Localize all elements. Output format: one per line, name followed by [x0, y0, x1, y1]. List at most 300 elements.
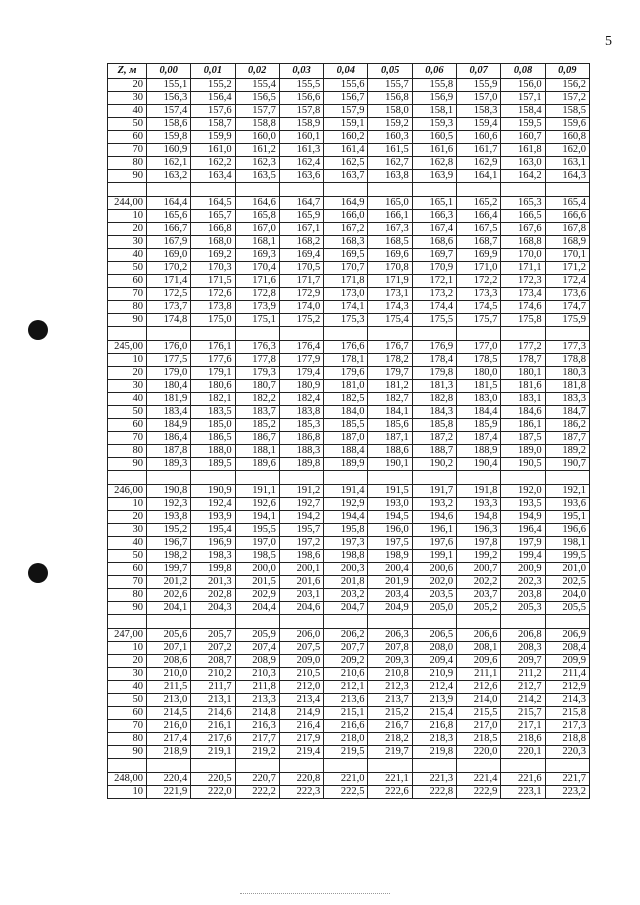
value-cell: 181,6: [501, 380, 545, 393]
value-cell: 173,3: [457, 288, 501, 301]
value-cell: 215,7: [501, 707, 545, 720]
value-cell: 207,2: [191, 642, 235, 655]
value-cell: 173,6: [545, 288, 589, 301]
value-cell: 195,2: [147, 524, 191, 537]
value-cell: 217,4: [147, 733, 191, 746]
value-cell: 214,9: [279, 707, 323, 720]
value-cell: 162,2: [191, 157, 235, 170]
z-cell: 80: [108, 733, 147, 746]
value-cell: 195,5: [235, 524, 279, 537]
value-cell: 198,9: [368, 550, 412, 563]
value-cell: 213,4: [279, 694, 323, 707]
value-cell: 193,3: [457, 498, 501, 511]
blank-cell: [191, 183, 235, 197]
value-cell: 198,3: [191, 550, 235, 563]
value-cell: 216,4: [279, 720, 323, 733]
blank-cell: [501, 327, 545, 341]
value-cell: 175,9: [545, 314, 589, 327]
value-cell: 201,3: [191, 576, 235, 589]
value-cell: 156,6: [279, 92, 323, 105]
value-cell: 204,9: [368, 602, 412, 615]
value-cell: 192,6: [235, 498, 279, 511]
value-cell: 174,3: [368, 301, 412, 314]
value-cell: 157,4: [147, 105, 191, 118]
value-cell: 209,2: [324, 655, 368, 668]
value-cell: 185,0: [191, 419, 235, 432]
value-cell: 182,1: [191, 393, 235, 406]
value-cell: 178,7: [501, 354, 545, 367]
value-cell: 217,1: [501, 720, 545, 733]
value-cell: 186,7: [235, 432, 279, 445]
value-cell: 215,8: [545, 707, 589, 720]
value-cell: 189,5: [191, 458, 235, 471]
blank-cell: [235, 183, 279, 197]
value-cell: 200,9: [501, 563, 545, 576]
value-cell: 166,8: [191, 223, 235, 236]
blank-cell: [412, 759, 456, 773]
value-cell: 160,1: [279, 131, 323, 144]
value-cell: 197,8: [457, 537, 501, 550]
value-cell: 180,9: [279, 380, 323, 393]
value-cell: 192,7: [279, 498, 323, 511]
value-cell: 189,9: [324, 458, 368, 471]
value-cell: 174,6: [501, 301, 545, 314]
z-cell: 60: [108, 707, 147, 720]
value-cell: 155,8: [412, 79, 456, 92]
value-cell: 199,2: [457, 550, 501, 563]
value-cell: 172,3: [501, 275, 545, 288]
z-cell: 50: [108, 406, 147, 419]
value-cell: 183,3: [545, 393, 589, 406]
value-cell: 163,8: [368, 170, 412, 183]
value-cell: 157,6: [191, 105, 235, 118]
value-cell: 179,0: [147, 367, 191, 380]
value-cell: 175,4: [368, 314, 412, 327]
value-cell: 175,2: [279, 314, 323, 327]
table-row: [108, 445, 590, 458]
value-cell: 161,4: [324, 144, 368, 157]
value-cell: 192,0: [501, 485, 545, 498]
value-cell: 175,5: [412, 314, 456, 327]
value-cell: 196,9: [191, 537, 235, 550]
value-cell: 186,8: [279, 432, 323, 445]
value-cell: 163,9: [412, 170, 456, 183]
value-cell: 168,0: [191, 236, 235, 249]
value-cell: 169,2: [191, 249, 235, 262]
value-cell: 178,8: [545, 354, 589, 367]
value-cell: 171,7: [279, 275, 323, 288]
table-row: [108, 589, 590, 602]
value-cell: 204,3: [191, 602, 235, 615]
z-cell: 70: [108, 288, 147, 301]
value-cell: 223,1: [501, 786, 545, 799]
value-cell: 164,4: [147, 197, 191, 210]
value-cell: 185,6: [368, 419, 412, 432]
value-cell: 165,4: [545, 197, 589, 210]
value-cell: 220,0: [457, 746, 501, 759]
value-cell: 186,2: [545, 419, 589, 432]
value-cell: 190,8: [147, 485, 191, 498]
value-cell: 178,1: [324, 354, 368, 367]
value-cell: 211,8: [235, 681, 279, 694]
value-cell: 185,2: [235, 419, 279, 432]
blank-cell: [147, 615, 191, 629]
value-cell: 221,0: [324, 773, 368, 786]
z-cell: 70: [108, 720, 147, 733]
value-cell: 162,0: [545, 144, 589, 157]
blank-cell: [545, 471, 589, 485]
value-cell: 161,5: [368, 144, 412, 157]
value-cell: 173,2: [412, 288, 456, 301]
table-row: [108, 170, 590, 183]
value-cell: 194,6: [412, 511, 456, 524]
table-row: [108, 642, 590, 655]
value-cell: 200,1: [279, 563, 323, 576]
table-row: [108, 720, 590, 733]
z-cell: 30: [108, 92, 147, 105]
value-cell: 206,9: [545, 629, 589, 642]
value-cell: 219,4: [279, 746, 323, 759]
value-cell: 219,2: [235, 746, 279, 759]
z-cell: 10: [108, 498, 147, 511]
value-cell: 221,6: [501, 773, 545, 786]
value-cell: 177,6: [191, 354, 235, 367]
value-cell: 158,3: [457, 105, 501, 118]
value-cell: 170,9: [412, 262, 456, 275]
value-cell: 158,8: [235, 118, 279, 131]
value-cell: 217,9: [279, 733, 323, 746]
value-cell: 180,4: [147, 380, 191, 393]
table-row: [108, 668, 590, 681]
value-cell: 209,9: [545, 655, 589, 668]
table-row: [108, 485, 590, 498]
table-row: [108, 354, 590, 367]
z-cell: 245,00: [108, 341, 147, 354]
value-cell: 169,4: [279, 249, 323, 262]
value-cell: 165,7: [191, 210, 235, 223]
value-cell: 212,1: [324, 681, 368, 694]
blank-cell: [457, 615, 501, 629]
value-cell: 190,5: [501, 458, 545, 471]
value-cell: 170,8: [368, 262, 412, 275]
blank-cell: [412, 615, 456, 629]
value-cell: 172,5: [147, 288, 191, 301]
z-cell: 80: [108, 589, 147, 602]
value-cell: 176,6: [324, 341, 368, 354]
value-cell: 156,7: [324, 92, 368, 105]
value-cell: 189,3: [147, 458, 191, 471]
value-cell: 190,2: [412, 458, 456, 471]
value-cell: 212,4: [412, 681, 456, 694]
value-cell: 208,3: [501, 642, 545, 655]
blank-cell: [279, 183, 323, 197]
value-cell: 182,7: [368, 393, 412, 406]
value-cell: 198,8: [324, 550, 368, 563]
value-cell: 205,7: [191, 629, 235, 642]
blank-cell: [324, 327, 368, 341]
value-cell: 169,7: [412, 249, 456, 262]
punch-hole-bottom: [28, 563, 48, 583]
blank-cell: [368, 183, 412, 197]
value-cell: 160,2: [324, 131, 368, 144]
z-cell: 40: [108, 537, 147, 550]
value-cell: 202,2: [457, 576, 501, 589]
value-cell: 176,7: [368, 341, 412, 354]
value-cell: 218,6: [501, 733, 545, 746]
table-row: [108, 314, 590, 327]
blank-row: [108, 471, 590, 485]
value-cell: 191,2: [279, 485, 323, 498]
z-cell: 70: [108, 144, 147, 157]
value-cell: 209,0: [279, 655, 323, 668]
value-cell: 194,9: [501, 511, 545, 524]
blank-cell: [147, 183, 191, 197]
value-cell: 187,0: [324, 432, 368, 445]
value-cell: 215,5: [457, 707, 501, 720]
value-cell: 157,2: [545, 92, 589, 105]
value-cell: 165,9: [279, 210, 323, 223]
value-cell: 204,7: [324, 602, 368, 615]
value-cell: 168,1: [235, 236, 279, 249]
blank-cell: [545, 615, 589, 629]
table-row: [108, 275, 590, 288]
value-cell: 174,7: [545, 301, 589, 314]
value-cell: 157,0: [457, 92, 501, 105]
value-cell: 172,4: [545, 275, 589, 288]
value-cell: 172,2: [457, 275, 501, 288]
z-cell: 10: [108, 642, 147, 655]
value-cell: 216,3: [235, 720, 279, 733]
value-cell: 187,7: [545, 432, 589, 445]
value-cell: 194,1: [235, 511, 279, 524]
header-cell: 0,08: [501, 64, 545, 79]
value-cell: 196,3: [457, 524, 501, 537]
blank-cell: [324, 615, 368, 629]
value-cell: 185,9: [457, 419, 501, 432]
blank-cell: [279, 327, 323, 341]
value-cell: 197,6: [412, 537, 456, 550]
table-row: [108, 380, 590, 393]
value-cell: 158,1: [412, 105, 456, 118]
value-cell: 214,3: [545, 694, 589, 707]
blank-cell: [279, 759, 323, 773]
value-cell: 188,3: [279, 445, 323, 458]
value-cell: 216,7: [368, 720, 412, 733]
value-cell: 184,7: [545, 406, 589, 419]
value-cell: 198,5: [235, 550, 279, 563]
value-cell: 221,7: [545, 773, 589, 786]
value-cell: 207,7: [324, 642, 368, 655]
value-cell: 193,5: [501, 498, 545, 511]
value-cell: 175,7: [457, 314, 501, 327]
value-cell: 183,7: [235, 406, 279, 419]
value-cell: 207,1: [147, 642, 191, 655]
value-cell: 222,2: [235, 786, 279, 799]
value-cell: 199,7: [147, 563, 191, 576]
z-cell: 60: [108, 275, 147, 288]
blank-cell: [108, 183, 147, 197]
value-cell: 205,6: [147, 629, 191, 642]
value-cell: 156,9: [412, 92, 456, 105]
value-cell: 203,4: [368, 589, 412, 602]
punch-hole-top: [28, 320, 48, 340]
table-row: [108, 576, 590, 589]
value-cell: 210,8: [368, 668, 412, 681]
blank-row: [108, 759, 590, 773]
value-cell: 209,7: [501, 655, 545, 668]
value-cell: 167,9: [147, 236, 191, 249]
value-cell: 203,8: [501, 589, 545, 602]
value-cell: 186,4: [147, 432, 191, 445]
blank-cell: [279, 471, 323, 485]
value-cell: 184,3: [412, 406, 456, 419]
table-row: [108, 406, 590, 419]
value-cell: 159,3: [412, 118, 456, 131]
value-cell: 161,0: [191, 144, 235, 157]
value-cell: 170,4: [235, 262, 279, 275]
blank-cell: [412, 327, 456, 341]
blank-cell: [545, 759, 589, 773]
value-cell: 210,9: [412, 668, 456, 681]
value-cell: 213,9: [412, 694, 456, 707]
value-cell: 179,3: [235, 367, 279, 380]
value-cell: 167,3: [368, 223, 412, 236]
value-cell: 183,5: [191, 406, 235, 419]
blank-cell: [501, 615, 545, 629]
value-cell: 164,1: [457, 170, 501, 183]
value-cell: 188,4: [324, 445, 368, 458]
value-cell: 163,1: [545, 157, 589, 170]
value-cell: 188,0: [191, 445, 235, 458]
value-cell: 184,6: [501, 406, 545, 419]
value-cell: 197,5: [368, 537, 412, 550]
value-cell: 174,8: [147, 314, 191, 327]
value-cell: 188,1: [235, 445, 279, 458]
value-cell: 222,0: [191, 786, 235, 799]
value-cell: 174,0: [279, 301, 323, 314]
value-cell: 211,4: [545, 668, 589, 681]
value-cell: 167,1: [279, 223, 323, 236]
blank-cell: [191, 759, 235, 773]
value-cell: 210,6: [324, 668, 368, 681]
value-cell: 164,7: [279, 197, 323, 210]
value-cell: 222,8: [412, 786, 456, 799]
table-row: [108, 157, 590, 170]
value-cell: 185,8: [412, 419, 456, 432]
value-cell: 157,8: [279, 105, 323, 118]
header-cell: 0,05: [368, 64, 412, 79]
table-row: [108, 733, 590, 746]
value-cell: 177,9: [279, 354, 323, 367]
z-cell: 60: [108, 131, 147, 144]
value-cell: 162,3: [235, 157, 279, 170]
value-cell: 181,5: [457, 380, 501, 393]
z-cell: 244,00: [108, 197, 147, 210]
table-row: [108, 144, 590, 157]
value-cell: 175,8: [501, 314, 545, 327]
value-cell: 187,2: [412, 432, 456, 445]
value-cell: 206,3: [368, 629, 412, 642]
z-cell: 90: [108, 314, 147, 327]
blank-cell: [235, 615, 279, 629]
value-cell: 206,5: [412, 629, 456, 642]
value-cell: 168,8: [501, 236, 545, 249]
value-cell: 181,3: [412, 380, 456, 393]
value-cell: 160,0: [235, 131, 279, 144]
value-cell: 191,8: [457, 485, 501, 498]
z-cell: 40: [108, 249, 147, 262]
value-cell: 205,3: [501, 602, 545, 615]
value-cell: 195,7: [279, 524, 323, 537]
value-cell: 182,8: [412, 393, 456, 406]
value-cell: 155,9: [457, 79, 501, 92]
value-cell: 220,8: [279, 773, 323, 786]
value-cell: 166,3: [412, 210, 456, 223]
value-cell: 155,4: [235, 79, 279, 92]
value-cell: 179,1: [191, 367, 235, 380]
table-row: [108, 236, 590, 249]
value-cell: 158,9: [279, 118, 323, 131]
value-cell: 193,0: [368, 498, 412, 511]
value-cell: 167,2: [324, 223, 368, 236]
table-row: [108, 602, 590, 615]
value-cell: 199,1: [412, 550, 456, 563]
blank-cell: [501, 471, 545, 485]
value-cell: 217,0: [457, 720, 501, 733]
value-cell: 201,5: [235, 576, 279, 589]
value-cell: 209,6: [457, 655, 501, 668]
z-cell: 90: [108, 602, 147, 615]
value-cell: 203,1: [279, 589, 323, 602]
bottom-rule: [240, 893, 390, 894]
value-cell: 191,7: [412, 485, 456, 498]
value-cell: 168,3: [324, 236, 368, 249]
value-cell: 163,5: [235, 170, 279, 183]
blank-row: [108, 327, 590, 341]
value-cell: 157,7: [235, 105, 279, 118]
value-cell: 222,9: [457, 786, 501, 799]
value-cell: 214,8: [235, 707, 279, 720]
value-cell: 194,5: [368, 511, 412, 524]
value-cell: 160,5: [412, 131, 456, 144]
value-cell: 197,0: [235, 537, 279, 550]
value-cell: 166,0: [324, 210, 368, 223]
value-cell: 205,5: [545, 602, 589, 615]
value-cell: 211,2: [501, 668, 545, 681]
z-cell: 30: [108, 380, 147, 393]
value-cell: 214,6: [191, 707, 235, 720]
value-cell: 172,1: [412, 275, 456, 288]
value-cell: 156,8: [368, 92, 412, 105]
value-cell: 174,5: [457, 301, 501, 314]
value-cell: 197,2: [279, 537, 323, 550]
value-cell: 173,8: [191, 301, 235, 314]
header-z: Z, м: [108, 64, 147, 79]
value-cell: 198,2: [147, 550, 191, 563]
value-cell: 192,4: [191, 498, 235, 511]
z-cell: 80: [108, 157, 147, 170]
value-cell: 158,6: [147, 118, 191, 131]
header-cell: 0,03: [279, 64, 323, 79]
value-cell: 206,8: [501, 629, 545, 642]
value-cell: 199,4: [501, 550, 545, 563]
value-cell: 184,9: [147, 419, 191, 432]
z-cell: 80: [108, 445, 147, 458]
value-cell: 170,1: [545, 249, 589, 262]
value-cell: 191,5: [368, 485, 412, 498]
value-cell: 172,8: [235, 288, 279, 301]
value-cell: 170,5: [279, 262, 323, 275]
